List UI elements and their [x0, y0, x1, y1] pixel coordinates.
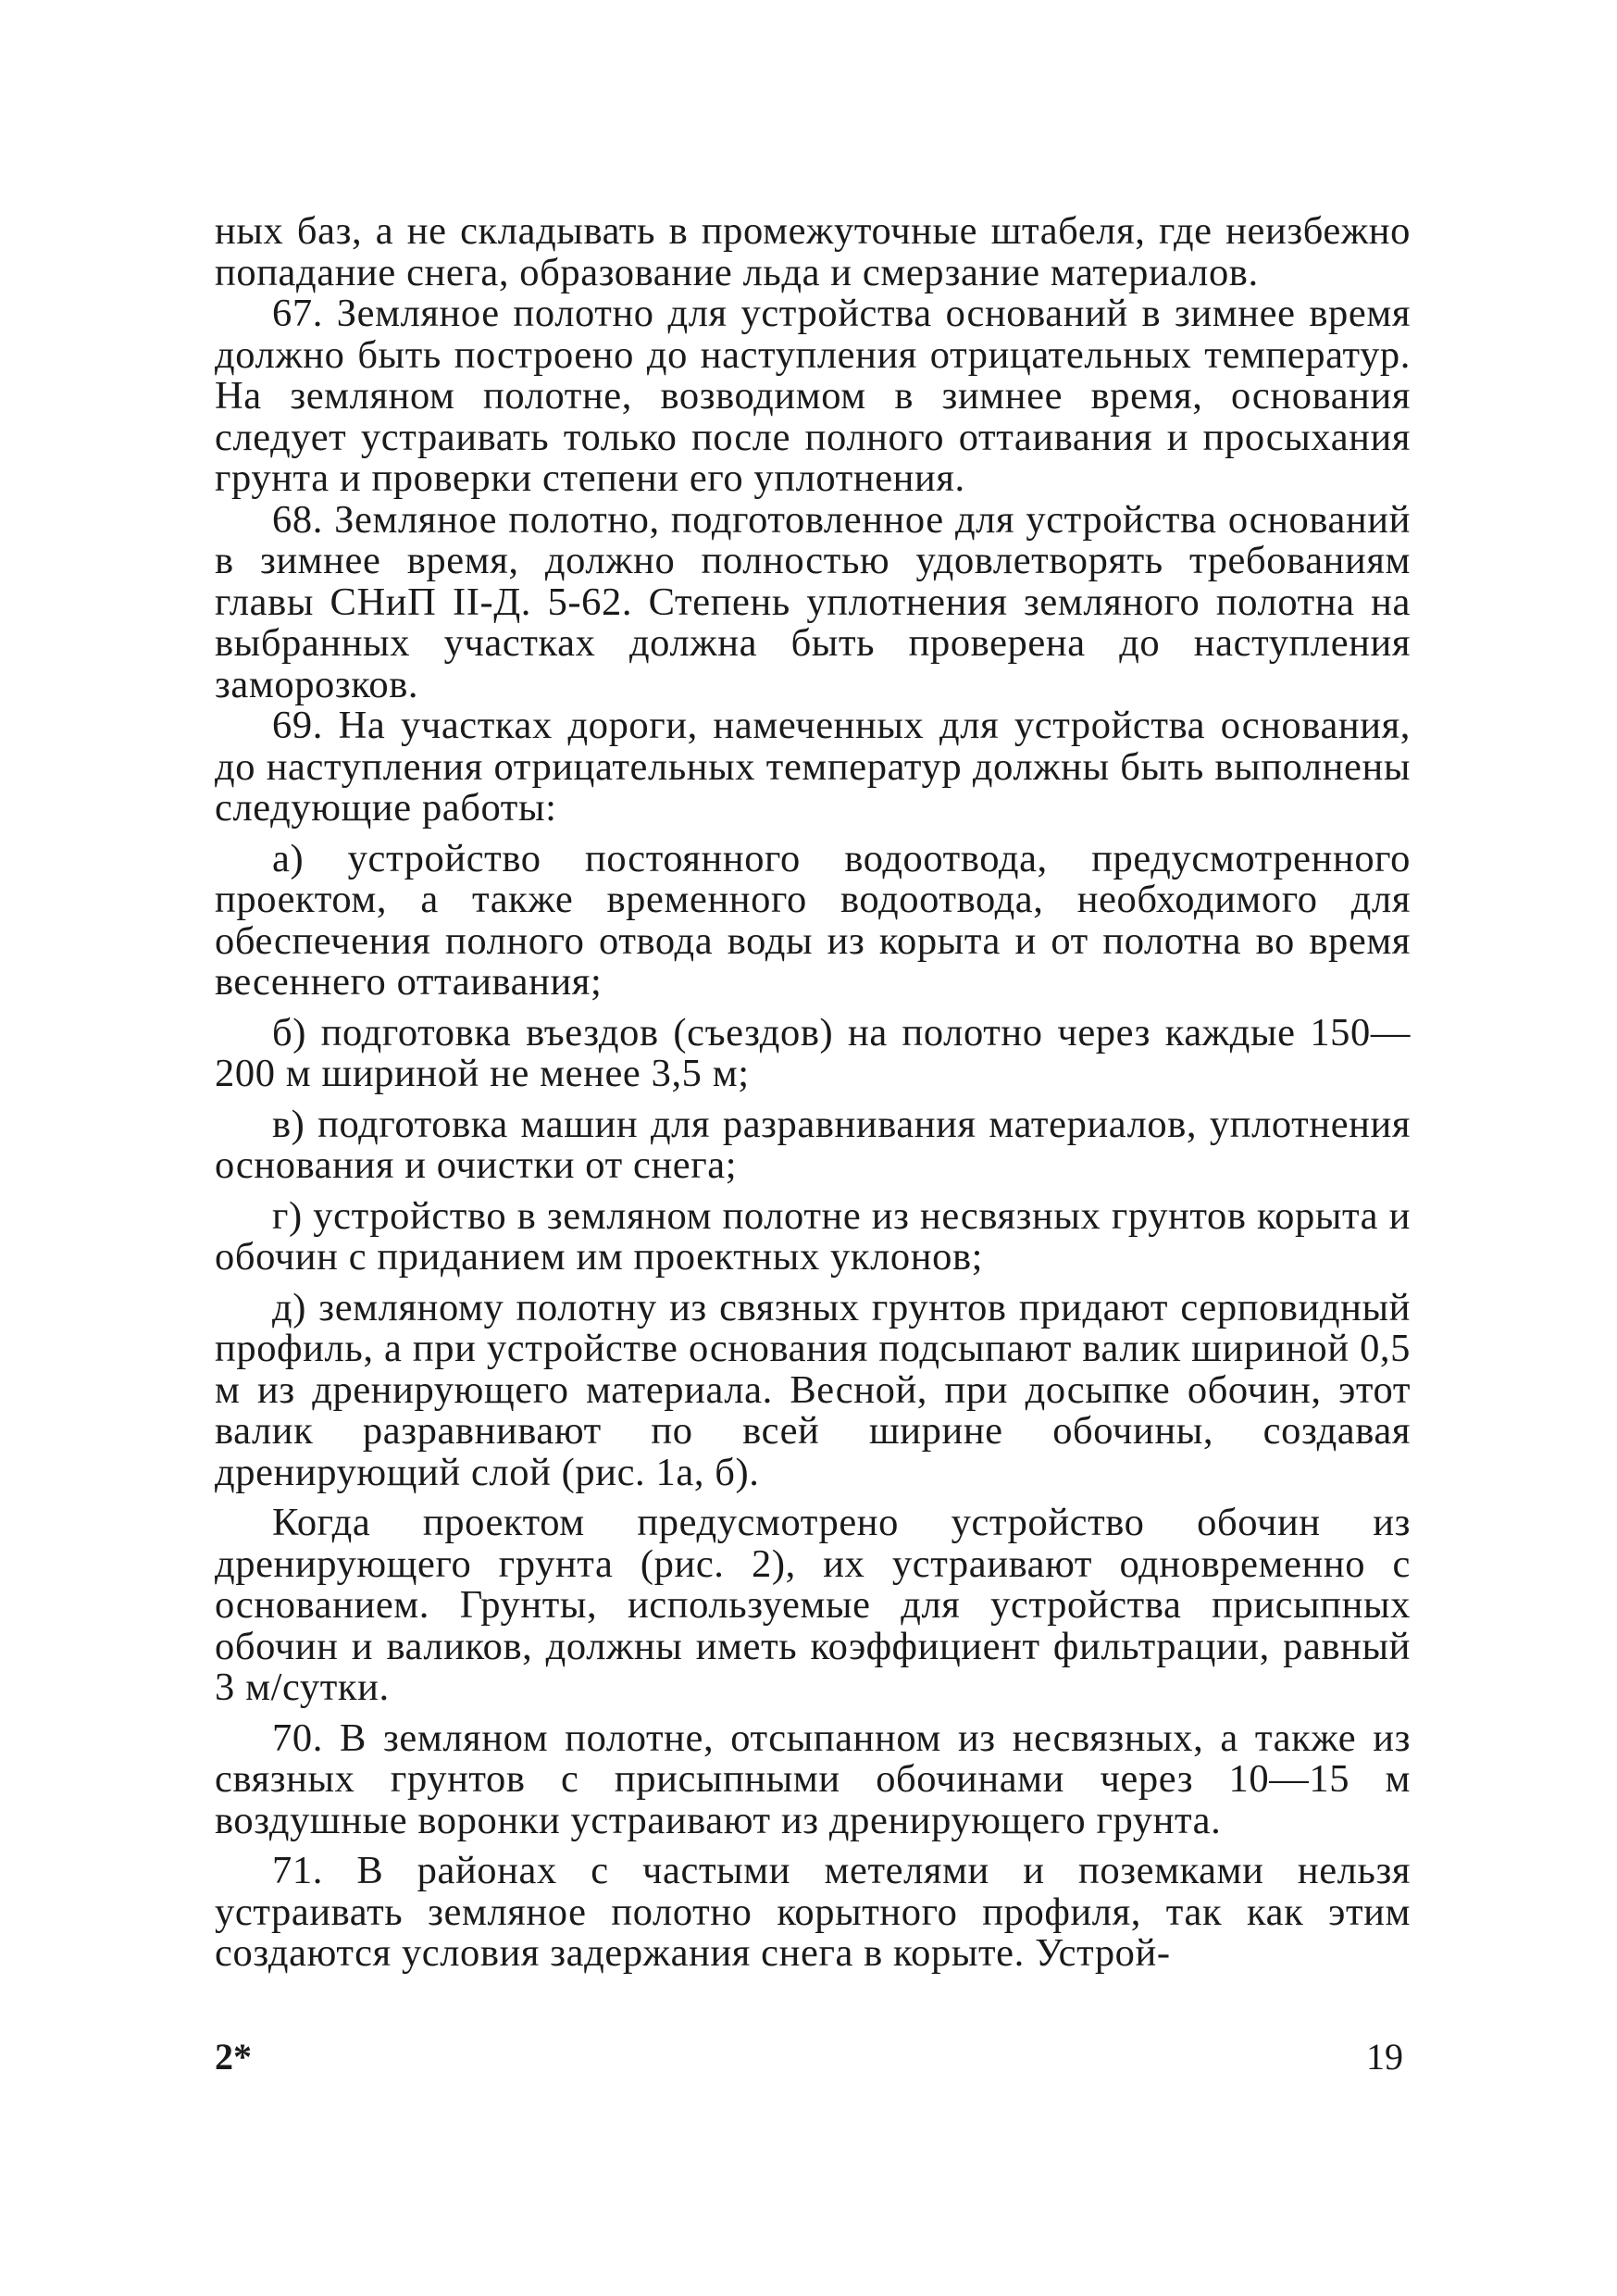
- paragraph-69: 69. На участках дороги, намеченных для устройства основания, до наступления отрицательных температур должны быть выполнены следующие работы:: [215, 704, 1411, 830]
- list-item-d: д) земляному полотну из связных грунтов придают серповидный профиль, а при устройстве основания подсыпают валик шириной 0,5 м из дренирующего материала. Весной, при досыпке обочин, этот валик разравнивают по всей ширине обочины, создавая дренирующий слой (рис. 1а, б).: [215, 1285, 1411, 1494]
- paragraph-continuation: ных баз, а не складывать в промежуточные штабеля, где неизбежно попадание снега, образование льда и смерзание материалов.: [215, 209, 1411, 294]
- list-item-v: в) подготовка машин для разравнивания материалов, уплотнения основания и очистки от снега;: [215, 1102, 1411, 1187]
- body-text: [215, 211, 1411, 1975]
- page-number: 19: [1366, 2036, 1403, 2078]
- list-item-b: б) подготовка въездов (съездов) на полотно через каждые 150—200 м шириной не менее 3,5 м;: [215, 1010, 1411, 1095]
- paragraph-67: 67. Земляное полотно для устройства оснований в зимнее время должно быть построено до наступления отрицательных температур. На земляном полотне, возводимом в зимнее время, основания следует устраивать только после полного оттаивания и просыхания грунта и проверки степени его уплотнения.: [215, 292, 1411, 500]
- list-item-a: а) устройство постоянного водоотвода, предусмотренного проектом, а также временного водоотвода, необходимого для обеспечения полного отвода воды из корыта и от полотна во время весеннего оттаивания;: [215, 836, 1411, 1004]
- paragraph-68: 68. Земляное полотно, подготовленное для устройства оснований в зимнее время, должно полностью удовлетворять требованиям главы СНиП II-Д. 5-62. Степень уплотнения земляного полотна на выбранных участках должна быть проверена до наступления заморозков.: [215, 497, 1411, 706]
- signature-mark: 2*: [215, 2036, 252, 2078]
- paragraph-71: 71. В районах с частыми метелями и поземками нельзя устраивать земляное полотно корытного профиля, так как этим создаются условия задержания снега в корыте. Устрой-: [215, 1849, 1411, 1975]
- paragraph-70: 70. В земляном полотне, отсыпанном из несвязных, а также из связных грунтов с присыпными обочинами через 10—15 м воздушные воронки устраивают из дренирующего грунта.: [215, 1716, 1411, 1842]
- paragraph-drainage-shoulders: Когда проектом предусмотрено устройство обочин из дренирующего грунта (рис. 2), их устраивают одновременно с основанием. Грунты, используемые для устройства присыпных обочин и валиков, должны иметь коэффициент фильтрации, равный 3 м/сутки.: [215, 1501, 1411, 1709]
- list-item-g: г) устройство в земляном полотне из несвязных грунтов корыта и обочин с приданием им проектных уклонов;: [215, 1193, 1411, 1279]
